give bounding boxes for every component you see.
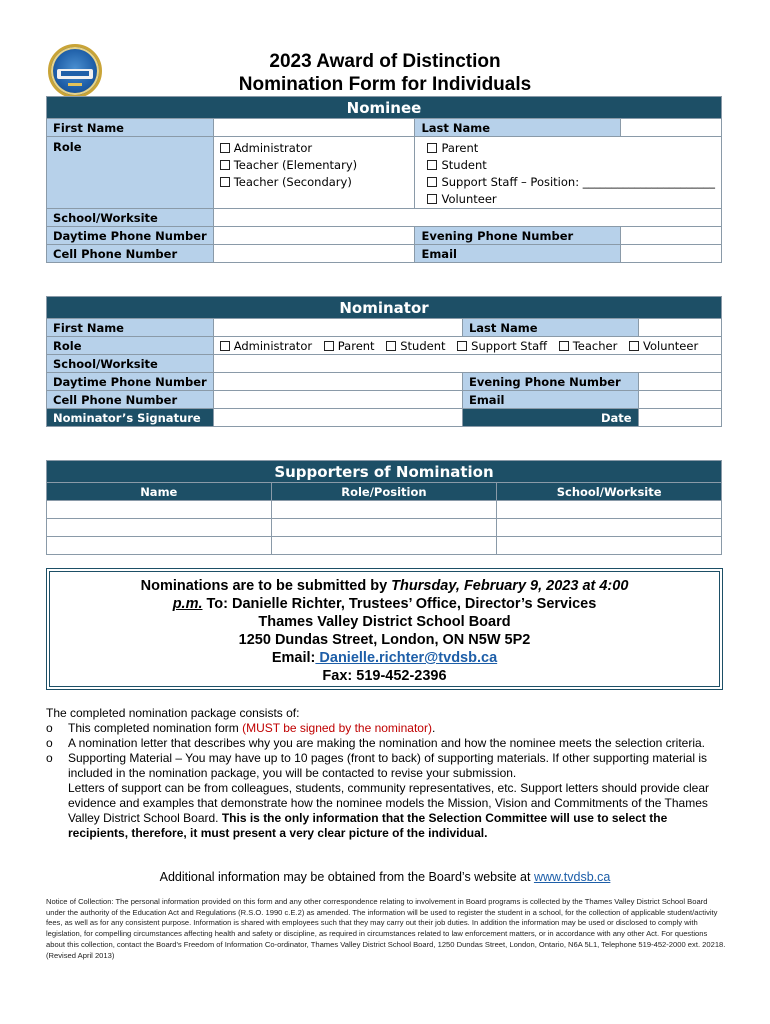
nominator-table — [46, 296, 722, 427]
nominee-role-left — [213, 137, 415, 209]
nominator-role-label: Role — [47, 337, 214, 355]
notice-of-collection: Notice of Collection: The personal information provided on this form and any other correspondence relating to involvement in Board programs is collected by the Thames Valley District School Board under the authority of the Education Act and Regulations (R.S.O. 1990 c.E.2) as amended. The information will be used to register the student in a school, for the collection of applicable student/activity fees, as well as for any consistent purpose. Information is shared with employees such that they may carry out their job duties. In addition the information may be used or disclosed to comply with legislation, for compelling circumstances affecting health and safety or discipline, as required in circumstances related to law enforcement matters, or in accordance with any other Act. For questions about this collection, contact the Board's Freedom of Information Co-ordinator, Thames Valley District School Board, 1250 Dundas Street, London, Ontario, N6A 5L1, Telephone 519-452-2000 ext. 20218. (Revised April 2013) — [46, 897, 726, 960]
nominator-last-name-field[interactable] — [638, 319, 721, 337]
table-row — [47, 519, 722, 537]
role-option-student[interactable]: Student — [427, 157, 715, 174]
table-row — [47, 501, 722, 519]
package-intro: The completed nomination package consists of: — [46, 706, 300, 720]
nominator-date-label: Date — [462, 409, 638, 427]
nominator-role-options — [213, 337, 721, 355]
supporter-school-field[interactable] — [497, 501, 722, 519]
nominee-school-label: School/Worksite — [47, 209, 214, 227]
nominator-signature-label: Nominator’s Signature — [47, 409, 214, 427]
supporters-col-role: Role/Position — [271, 483, 497, 501]
nominator-eve-phone-field[interactable] — [638, 373, 721, 391]
checkbox-icon[interactable] — [386, 341, 396, 351]
title-line-1: 2023 Award of Distinction — [269, 51, 501, 72]
nominee-cell-field[interactable] — [213, 245, 415, 263]
role-option-administrator[interactable]: Administrator — [220, 140, 409, 157]
submission-line-2: p.m. To: Danielle Richter, Trustees’ Office, Director’s Services — [172, 596, 597, 612]
nominator-first-name-field[interactable] — [213, 319, 462, 337]
nominee-header: Nominee — [47, 97, 722, 119]
nominator-day-phone-label: Daytime Phone Number — [47, 373, 214, 391]
supporter-role-field[interactable] — [271, 501, 497, 519]
submission-email: Email: Danielle.richter@tvdsb.ca — [271, 650, 498, 666]
website-link[interactable]: www.tvdsb.ca — [533, 870, 611, 884]
submission-line-3: Thames Valley District School Board — [258, 614, 511, 630]
submission-line-1: Nominations are to be submitted by Thursday, February 9, 2023 at 4:00 — [140, 578, 629, 594]
nominator-first-name-label: First Name — [47, 319, 214, 337]
supporter-school-field[interactable] — [497, 519, 722, 537]
nominator-header: Nominator — [47, 297, 722, 319]
nominee-eve-phone-field[interactable] — [621, 227, 722, 245]
page-title — [0, 50, 770, 96]
bullet-icon: o — [46, 736, 53, 750]
nominator-role-volunteer[interactable]: Volunteer — [629, 339, 698, 353]
checkbox-icon[interactable] — [220, 160, 230, 170]
nominee-table — [46, 96, 722, 263]
nominator-email-label: Email — [462, 391, 638, 409]
nominee-cell-label: Cell Phone Number — [47, 245, 214, 263]
nominator-signature-field[interactable] — [213, 409, 462, 427]
nominator-role-administrator[interactable]: Administrator — [220, 339, 312, 353]
checkbox-icon[interactable] — [220, 177, 230, 187]
checkbox-icon[interactable] — [457, 341, 467, 351]
nominator-email-field[interactable] — [638, 391, 721, 409]
submission-fax: Fax: 519-452-2396 — [322, 668, 447, 684]
supporter-role-field[interactable] — [271, 519, 497, 537]
checkbox-icon[interactable] — [220, 341, 230, 351]
title-line-2: Nomination Form for Individuals — [238, 74, 532, 95]
nominator-role-support-staff[interactable]: Support Staff — [457, 339, 547, 353]
supporter-role-field[interactable] — [271, 537, 497, 555]
supporters-header: Supporters of Nomination — [47, 461, 722, 483]
checkbox-icon[interactable] — [324, 341, 334, 351]
supporters-col-name: Name — [47, 483, 272, 501]
additional-info: Additional information may be obtained from the Board’s website at www.tvdsb.ca — [159, 870, 611, 884]
checkbox-icon[interactable] — [220, 143, 230, 153]
nominee-email-label: Email — [415, 245, 621, 263]
nominator-date-field[interactable] — [638, 409, 721, 427]
supporters-table — [46, 460, 722, 555]
submission-box — [46, 568, 723, 690]
nominee-last-name-label: Last Name — [415, 119, 621, 137]
submission-line-4: 1250 Dundas Street, London, ON N5W 5P2 — [238, 632, 531, 648]
nominee-day-phone-label: Daytime Phone Number — [47, 227, 214, 245]
list-item: o A nomination letter that describes why you are making the nomination and how the nominee meets the selection criteria. — [46, 736, 706, 750]
role-option-support-staff[interactable]: Support Staff – Position: _______________________ — [427, 174, 715, 191]
checkbox-icon[interactable] — [427, 143, 437, 153]
list-item: o Supporting Material – You may have up to 10 pages (front to back) of supporting materials. If other supporting material is included in the nomination package, you will be contacted to revise your submission. Letters of support can be from colleagues, students, community representatives, etc. Support letters should provide clear evidence and examples that demonstrate how the nominee models the Mission, Vision and Commitments of the Thames Valley District School Board. This is the only information that the Selection Committee will use to select the recipients, therefore, it must present a very clear picture of the individual. — [46, 751, 709, 840]
checkbox-icon[interactable] — [629, 341, 639, 351]
nominee-role-label: Role — [47, 137, 214, 209]
supporter-name-field[interactable] — [47, 501, 272, 519]
checkbox-icon[interactable] — [427, 177, 437, 187]
nominator-cell-label: Cell Phone Number — [47, 391, 214, 409]
bullet-icon: o — [46, 721, 53, 735]
package-description — [46, 706, 726, 841]
nominator-school-label: School/Worksite — [47, 355, 214, 373]
nominator-role-parent[interactable]: Parent — [324, 339, 375, 353]
bullet-icon: o — [46, 751, 53, 765]
role-option-volunteer[interactable]: Volunteer — [427, 191, 715, 208]
supporter-school-field[interactable] — [497, 537, 722, 555]
nominee-email-field[interactable] — [621, 245, 722, 263]
nominee-school-field[interactable] — [213, 209, 721, 227]
nominator-role-student[interactable]: Student — [386, 339, 445, 353]
nominee-role-right — [415, 137, 722, 209]
supporters-col-school: School/Worksite — [497, 483, 722, 501]
supporter-name-field[interactable] — [47, 519, 272, 537]
role-option-teacher-elementary[interactable]: Teacher (Elementary) — [220, 157, 409, 174]
nominator-eve-phone-label: Evening Phone Number — [462, 373, 638, 391]
role-option-teacher-secondary[interactable]: Teacher (Secondary) — [220, 174, 409, 191]
nominee-first-name-label: First Name — [47, 119, 214, 137]
checkbox-icon[interactable] — [559, 341, 569, 351]
list-item: o This completed nomination form (MUST be signed by the nominator). — [46, 721, 436, 735]
nominee-first-name-field[interactable] — [213, 119, 415, 137]
nominator-cell-field[interactable] — [213, 391, 462, 409]
role-option-parent[interactable]: Parent — [427, 140, 715, 157]
checkbox-icon[interactable] — [427, 160, 437, 170]
nominator-day-phone-field[interactable] — [213, 373, 462, 391]
nominator-role-teacher[interactable]: Teacher — [559, 339, 618, 353]
nominee-last-name-field[interactable] — [621, 119, 722, 137]
table-row — [47, 537, 722, 555]
supporter-name-field[interactable] — [47, 537, 272, 555]
email-link[interactable]: Danielle.richter@tvdsb.ca — [315, 650, 498, 666]
checkbox-icon[interactable] — [427, 194, 437, 204]
nominee-day-phone-field[interactable] — [213, 227, 415, 245]
nominator-last-name-label: Last Name — [462, 319, 638, 337]
nominator-school-field[interactable] — [213, 355, 721, 373]
nominee-eve-phone-label: Evening Phone Number — [415, 227, 621, 245]
